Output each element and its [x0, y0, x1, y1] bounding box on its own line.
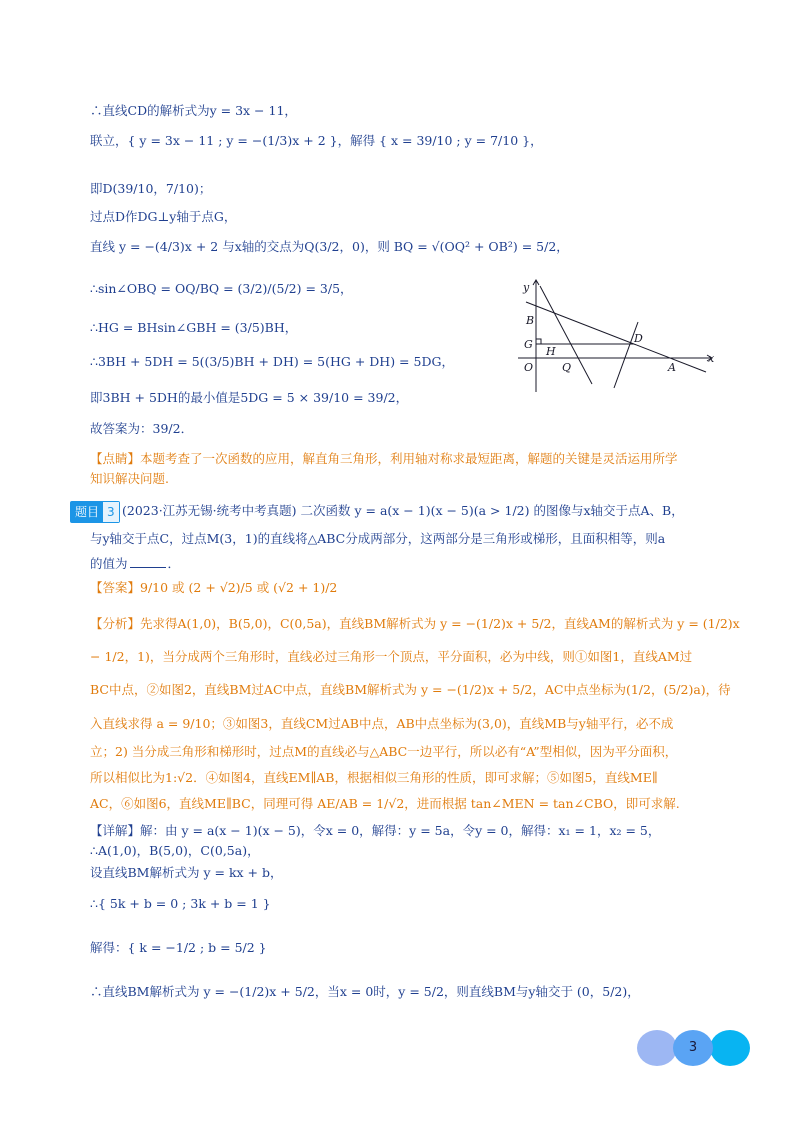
coordinate-figure	[516, 276, 720, 394]
solution-line: ∴3BH + 5DH = 5((3/5)BH + DH) = 5(HG + DH) = 5DG，	[90, 354, 454, 369]
detail-line: ∴{ 5k + b = 0 ; 3k + b = 1 }	[90, 896, 271, 911]
analysis-line: 【分析】先求得A(1,0)，B(5,0)，C(0,5a)，直线BM解析式为 y = −(1/2)x + 5/2，直线AM的解析式为 y = (1/2)x	[90, 616, 740, 631]
analysis-line: AC，⑥如图6，直线ME∥BC，同理可得 AE/AB = 1/√2，进而根据 tan∠MEN = tan∠CBO，即可求解.	[90, 796, 680, 811]
detail-line: ∴直线BM解析式为 y = −(1/2)x + 5/2，当x = 0时，y = 5/2，则直线BM与y轴交于 (0，5/2)，	[90, 984, 640, 999]
detail-line: 解得：{ k = −1/2 ; b = 5/2 }	[90, 940, 267, 955]
label-b: B	[526, 314, 535, 327]
question-prefix: 的值为	[90, 556, 128, 571]
question-tag	[70, 501, 120, 523]
analysis-line: − 1/2，1)，当分成两个三角形时，直线必过三角形一个顶点，平分面积，必为中线，则①如图1，直线AM过	[90, 649, 693, 664]
detail-line: 【详解】解：由 y = a(x − 1)(x − 5)，令x = 0，解得：y = 5a，令y = 0，解得：x₁ = 1，x₂ = 5，	[90, 823, 661, 838]
line-bd	[526, 302, 706, 372]
detail-line: ∴A(1,0)，B(5,0)，C(0,5a)，	[90, 843, 260, 858]
label-g: G	[524, 338, 533, 351]
detail-line: 设直线BM解析式为 y = kx + b，	[90, 865, 283, 880]
right-angle-mark	[536, 339, 541, 344]
page-circle-right	[710, 1030, 750, 1066]
question-suffix: ．	[167, 556, 181, 571]
solution-line: 过点D作DG⊥y轴于点G，	[90, 209, 237, 224]
label-h: H	[546, 345, 556, 358]
solution-line: 即D(39/10，7/10)；	[90, 181, 212, 196]
label-q: Q	[562, 361, 572, 374]
page-circle-left	[637, 1030, 677, 1066]
analysis-line: 入直线求得 a = 9/10；③如图3，直线CM过AB中点，AB中点坐标为(3,0)，直线MB与y轴平行，必不成	[90, 716, 674, 731]
label-y: y	[523, 281, 530, 294]
label-a: A	[668, 361, 676, 374]
analysis-line: 所以相似比为1:√2．④如图4，直线EM∥AB，根据相似三角形的性质，即可求解；⑤如图5，直线ME∥	[90, 770, 658, 785]
solution-line: 即3BH + 5DH的最小值是5DG = 5 × 39/10 = 39/2，	[90, 390, 409, 405]
solution-line: 联立，{ y = 3x − 11 ; y = −(1/3)x + 2 }，解得 { x = 39/10 ; y = 7/10 }，	[90, 133, 543, 148]
solution-line: ∴直线CD的解析式为y = 3x − 11，	[90, 103, 297, 118]
solution-line: 直线 y = −(4/3)x + 2 与x轴的交点为Q(3/2，0)，则 BQ = √(OQ² + OB²) = 5/2，	[90, 239, 569, 254]
comment-line: 知识解决问题.	[90, 471, 169, 486]
answer-line: 【答案】9/10 或 (2 + √2)/5 或 (√2 + 1)/2	[90, 580, 338, 595]
answer-blank	[130, 555, 166, 568]
label-x: x	[708, 352, 715, 365]
label-o: O	[524, 361, 534, 374]
question-line: 与y轴交于点C，过点M(3，1)的直线将△ABC分成两部分，这两部分是三角形或梯形，且面积相等，则a	[90, 531, 666, 546]
page-number: 3	[688, 1040, 698, 1055]
label-d: D	[634, 332, 643, 345]
analysis-line: 立；2) 当分成三角形和梯形时，过点M的直线必与△ABC一边平行，所以必有“A”型相似，因为平分面积，	[90, 744, 678, 759]
analysis-line: BC中点，②如图2，直线BM过AC中点，直线BM解析式为 y = −(1/2)x + 5/2，AC中点坐标为(1/2，(5/2)a)，待	[90, 682, 731, 697]
question-line-3	[90, 555, 180, 572]
comment-line: 【点睛】本题考查了一次函数的应用，解直角三角形，利用轴对称求最短距离，解题的关键是灵活运用所学	[90, 451, 678, 466]
solution-line: 故答案为：39/2．	[90, 421, 194, 436]
question-tag-label: 题目	[71, 502, 103, 522]
question-line: (2023·江苏无锡·统考中考真题) 二次函数 y = a(x − 1)(x − 5)(a > 1/2) 的图像与x轴交于点A、B，	[122, 503, 684, 518]
solution-line: ∴HG = BHsin∠GBH = (3/5)BH，	[90, 320, 298, 335]
question-tag-number: 3	[103, 502, 119, 522]
solution-line: ∴sin∠OBQ = OQ/BQ = (3/2)/(5/2) = 3/5，	[90, 281, 353, 296]
